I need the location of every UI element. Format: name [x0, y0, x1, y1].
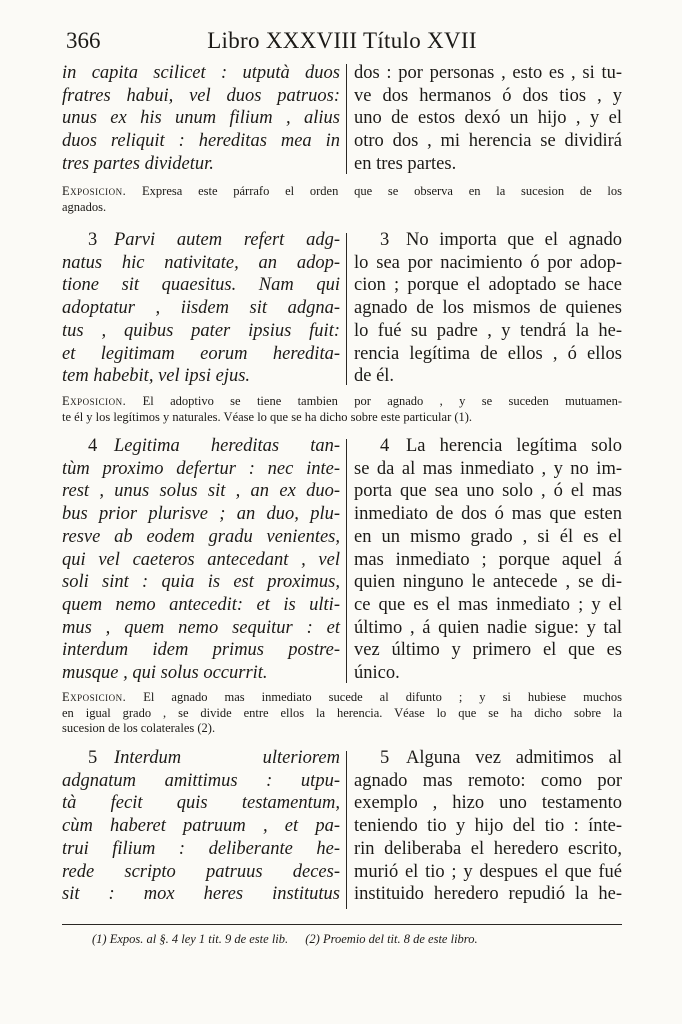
latin-line: adoptatur , iisdem sit adgna-: [62, 298, 340, 319]
latin-line: sit : mox heres institutus: [62, 884, 340, 905]
section-2: [62, 62, 622, 177]
spanish-line: No importa que el agnado: [406, 230, 622, 250]
spanish-line: teniendo tio y hijo del tio : ínte-: [354, 816, 622, 837]
column-divider: [346, 233, 347, 385]
section-4: [62, 435, 622, 685]
spanish-line: Alguna vez admitimos al: [406, 748, 622, 768]
spanish-line: agnado mas remoto: como por: [354, 770, 622, 791]
spanish-line: otro dos , mi herencia se dividirá: [354, 131, 622, 152]
exposition-text: te él y los legítimos y naturales. Véase lo que se ha dicho sobre este particular (1).: [62, 409, 473, 424]
latin-line: rede scripto patruus deces-: [62, 861, 340, 882]
footnote-rule: [62, 924, 622, 925]
spanish-line: único.: [354, 663, 400, 684]
latin-line: tres partes dividetur.: [62, 153, 214, 174]
latin-line: tus , quibus pater ipsius fuit:: [62, 320, 340, 341]
footnotes: [92, 932, 492, 947]
footnote-1: (1) Expos. al §. 4 ley 1 tit. 9 de este lib.: [92, 932, 289, 946]
paragraph-number: 4: [380, 436, 390, 456]
paragraph-number: 5: [88, 748, 98, 768]
exposition-label: Exposicion.: [62, 690, 127, 704]
paragraph-number: 3: [88, 230, 98, 250]
latin-line: duos reliquit : hereditas mea in: [62, 131, 340, 152]
spanish-line: vez último y primero el que es: [354, 640, 622, 661]
spanish-line: dos : por personas , esto es , si tu-: [354, 63, 622, 83]
spanish-line: en tres partes.: [354, 153, 457, 174]
spanish-column: [354, 747, 622, 906]
spanish-line: porta que sea uno solo , ó el mas: [354, 481, 622, 502]
exposition-text: sucesion de los colaterales (2).: [62, 721, 216, 735]
spanish-line: rin deliberaba el heredero escrito,: [354, 838, 622, 859]
exposition-text: El agnado mas inmediato sucede al difunto ; y si hubiese muchos: [143, 690, 622, 704]
latin-line: Parvi autem refert adg-: [114, 230, 340, 250]
latin-line: fratres habui, vel duos patruos:: [62, 85, 340, 106]
spanish-line: lo sea por nacimiento ó por adop-: [354, 252, 622, 273]
spanish-line: quien ninguno le antecede , se di-: [354, 572, 622, 593]
latin-line: mus , quem nemo sequitur : et: [62, 617, 340, 638]
spanish-line: se da al mas inmediato , y no im-: [354, 458, 622, 479]
exposition-note: [62, 690, 622, 737]
exposition-text: agnados.: [62, 199, 107, 214]
exposition-label: Exposicion.: [62, 394, 127, 408]
latin-column: [62, 229, 340, 388]
latin-column: [62, 62, 340, 176]
spanish-column: [354, 435, 622, 685]
latin-line: quem nemo antecedit: et is ulti-: [62, 594, 340, 615]
running-header: [66, 28, 618, 58]
spanish-line: en un mismo grado , si él es el: [354, 526, 622, 547]
section-5: [62, 747, 622, 907]
spanish-line: uno de estos dexó un hijo , y el: [354, 108, 622, 129]
latin-line: natus hic nativitate, an adop-: [62, 252, 340, 273]
latin-column: [62, 435, 340, 685]
paragraph-number: 3: [380, 230, 390, 250]
footnote-2: (2) Proemio del tit. 8 de este libro.: [305, 932, 478, 946]
latin-line: tùm proximo defertur : nec inte-: [62, 458, 340, 479]
paragraph-number: 4: [88, 436, 98, 456]
spanish-line: exemplo , hizo uno testamento: [354, 793, 622, 814]
spanish-line: cion ; porque el adoptado se hace: [354, 275, 622, 296]
latin-line: trui filium : deliberante he-: [62, 838, 340, 859]
spanish-line: ve dos hermanos ó dos tios , y: [354, 85, 622, 106]
paragraph-number: 5: [380, 748, 390, 768]
latin-line: bus prior plurisve ; an duo, plu-: [62, 504, 340, 525]
latin-line: musque , qui solus occurrit.: [62, 663, 268, 684]
latin-line: tem habebit, vel ipsi ejus.: [62, 366, 251, 387]
exposition-text: Expresa este párrafo el orden que se observa en la sucesion de los: [142, 184, 622, 198]
latin-line: interdum idem primus postre-: [62, 640, 340, 661]
spanish-column: [354, 62, 622, 176]
spanish-line: lo fué su padre , y tendrá la he-: [354, 320, 622, 341]
spanish-column: [354, 229, 622, 388]
spanish-line: inmediato de dos ó mas que esten: [354, 504, 622, 525]
exposition-label: Exposicion.: [62, 184, 127, 198]
spanish-line: último , á quien nadie sigue: y tal: [354, 617, 622, 638]
latin-line: tione sit quaesitus. Nam qui: [62, 275, 340, 296]
exposition-text: El adoptivo se tiene tambien por agnado , y se suceden mutuamen-: [142, 394, 623, 408]
section-3: [62, 229, 622, 389]
spanish-line: ce que es el mas inmediato ; y el: [354, 594, 622, 615]
latin-line: resve ab eodem gradu venientes,: [62, 526, 340, 547]
latin-line: Legitima hereditas tan-: [114, 436, 340, 456]
exposition-note: [62, 394, 622, 425]
latin-line: unus ex his unum filium , alius: [62, 108, 340, 129]
spanish-line: La herencia legítima solo: [406, 436, 622, 456]
column-divider: [346, 64, 347, 174]
exposition-note: [62, 184, 622, 215]
latin-line: adgnatum amittimus : utpu-: [62, 770, 340, 791]
latin-line: soli sint : quia is est proximus,: [62, 572, 340, 593]
latin-line: Interdum ulteriorem: [114, 748, 340, 768]
latin-line: et legitimam eorum heredita-: [62, 343, 340, 364]
spanish-line: mas inmediato ; porque aquel á: [354, 549, 622, 570]
spanish-line: instituido heredero repudió la he-: [354, 884, 622, 905]
column-divider: [346, 751, 347, 909]
column-divider: [346, 439, 347, 683]
spanish-line: agnado de los mismos de quienes: [354, 298, 622, 319]
latin-line: tà fecit quis testamentum,: [62, 793, 340, 814]
spanish-line: rencia legítima de ellos , ó ellos: [354, 343, 622, 364]
latin-line: qui vel caeteros antecedant , vel: [62, 549, 340, 570]
running-title: Libro XXXVIII Título XVII: [207, 28, 477, 53]
spanish-line: de él.: [354, 366, 395, 387]
page-number: 366: [66, 28, 101, 53]
spanish-line: murió el tio ; y despues el que fué: [354, 861, 622, 882]
latin-column: [62, 747, 340, 906]
latin-line: cùm haberet patruum , et pa-: [62, 816, 340, 837]
latin-line: in capita scilicet : utputà duos: [62, 63, 340, 83]
exposition-text: en igual grado , se divide entre ellos la herencia. Véase lo que se ha dicho sobre la: [62, 705, 622, 720]
latin-line: rest , unus solus sit , an ex duo-: [62, 481, 340, 502]
